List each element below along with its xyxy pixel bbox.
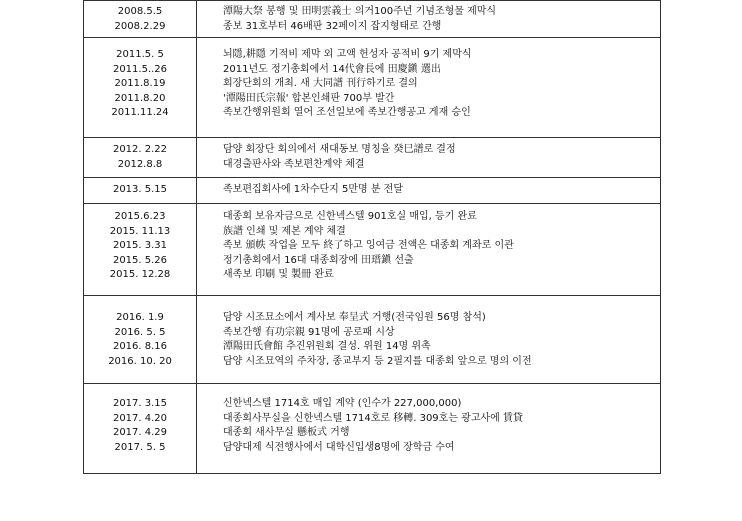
event-text: 정기총회에서 16대 대종회장에 田瑨鎭 선출 xyxy=(223,254,414,266)
table-row xyxy=(84,1,661,38)
event-text: 뇌隱,耕隱 기적비 제막 외 고액 헌성자 공적비 9기 제막식 xyxy=(223,49,472,60)
event-text: 족보간행위원회 열어 조선일보에 족보간행공고 게재 승인 xyxy=(223,107,471,118)
date-text: 2012. 2.22 xyxy=(112,144,168,155)
date-text: 2013. 5.15 xyxy=(112,184,168,195)
event-text: '潭陽田氏宗報' 합본인쇄판 700부 발간 xyxy=(223,92,395,104)
event-text: 대종회 보유자금으로 신한넥스텔 901호실 매입, 등기 완료 xyxy=(223,211,477,222)
table-row xyxy=(84,178,661,204)
event-cell xyxy=(197,204,661,296)
event-text: 대경출판사와 족보편찬계약 체결 xyxy=(223,158,365,170)
date-text: 2017. 4.20 xyxy=(112,412,168,424)
date-text: 2011.5. 5 xyxy=(116,49,164,60)
table-row xyxy=(84,204,661,296)
date-cell xyxy=(84,204,197,296)
date-text: 2011.8.19 xyxy=(114,78,166,89)
event-text: 대종회사무실을 신한넥스텔 1714호로 移轉. 309호는 광고사에 賃貸 xyxy=(223,412,523,424)
date-text: 2015.6.23 xyxy=(114,211,166,222)
date-text: 2016. 8.16 xyxy=(112,341,168,352)
event-cell xyxy=(197,1,661,38)
event-text: 신한넥스텔 1714호 매입 계약 (인수가 227,000,000) xyxy=(223,398,462,409)
date-text: 2008.2.29 xyxy=(114,20,166,32)
date-text: 2016. 1.9 xyxy=(116,312,164,323)
date-text: 2017. 4.29 xyxy=(112,427,168,438)
event-cell xyxy=(197,296,661,384)
date-text: 2016. 5. 5 xyxy=(114,326,166,338)
date-cell xyxy=(84,178,197,204)
date-cell xyxy=(84,138,197,178)
date-text: 2015. 12.28 xyxy=(109,269,171,280)
date-cell xyxy=(84,296,197,384)
event-text: 담양대제 식전행사에서 대학신입생8명에 장학금 수여 xyxy=(223,441,455,453)
event-cell xyxy=(197,384,661,474)
date-text: 2016. 10. 20 xyxy=(108,355,172,367)
event-text: 담양 시조묘역의 주차장, 종교부지 등 2필지를 대종회 앞으로 명의 이전 xyxy=(223,355,532,367)
event-text: 회장단회의 개최. 새 大同譜 刊行하기로 결의 xyxy=(223,78,418,89)
event-text: 潭陽田氏會館 추진위원회 결성. 위원 14명 위촉 xyxy=(223,341,431,352)
table-row xyxy=(84,38,661,138)
table-row xyxy=(84,138,661,178)
date-text: 2015. 3.31 xyxy=(112,240,168,251)
event-text: 潭陽大祭 봉행 및 田明雲義士 의거100주년 기념조형물 제막식 xyxy=(223,6,497,17)
event-text: 족보편집회사에 1차수단지 5만명 분 전달 xyxy=(223,184,403,195)
event-cell xyxy=(197,38,661,138)
event-text: 종보 31호부터 46배판 32페이지 잡지형태로 간행 xyxy=(223,20,442,32)
chronology-body xyxy=(84,1,661,474)
event-text: 새족보 印刷 및 製冊 완료 xyxy=(223,269,334,280)
chronology-table xyxy=(83,0,661,474)
date-cell xyxy=(84,384,197,474)
event-cell xyxy=(197,178,661,204)
event-text: 담양 시조묘소에서 계사보 奉呈式 거행(전국임원 56명 참석) xyxy=(223,312,486,323)
date-text: 2012.8.8 xyxy=(117,158,163,170)
date-text: 2011.11.24 xyxy=(111,107,169,118)
event-text: 대종회 새사무실 懸板式 거행 xyxy=(223,427,350,438)
date-text: 2011.8.20 xyxy=(114,92,166,104)
event-text: 2011년도 정기총회에서 14代會長에 田慶鎭 選出 xyxy=(223,63,441,75)
date-text: 2017. 5. 5 xyxy=(114,441,166,453)
table-row xyxy=(84,384,661,474)
date-text: 2011.5..26 xyxy=(112,63,168,75)
event-text: 族譜 인쇄 및 제본 계약 체결 xyxy=(223,225,346,237)
date-cell xyxy=(84,38,197,138)
table-row xyxy=(84,296,661,384)
event-text: 족보간행 有功宗親 91명에 공로패 시상 xyxy=(223,326,395,338)
date-text: 2017. 3.15 xyxy=(112,398,168,409)
event-text: 담양 회장단 회의에서 새대동보 명칭을 癸巳譜로 결정 xyxy=(223,144,456,155)
event-cell xyxy=(197,138,661,178)
date-text: 2008.5.5 xyxy=(117,6,163,17)
date-cell xyxy=(84,1,197,38)
event-text: 족보 頒帙 작업을 모두 終了하고 잉여금 전액은 대종회 계좌로 이관 xyxy=(223,240,514,251)
date-text: 2015. 11.13 xyxy=(109,225,171,237)
date-text: 2015. 5.26 xyxy=(112,254,168,266)
